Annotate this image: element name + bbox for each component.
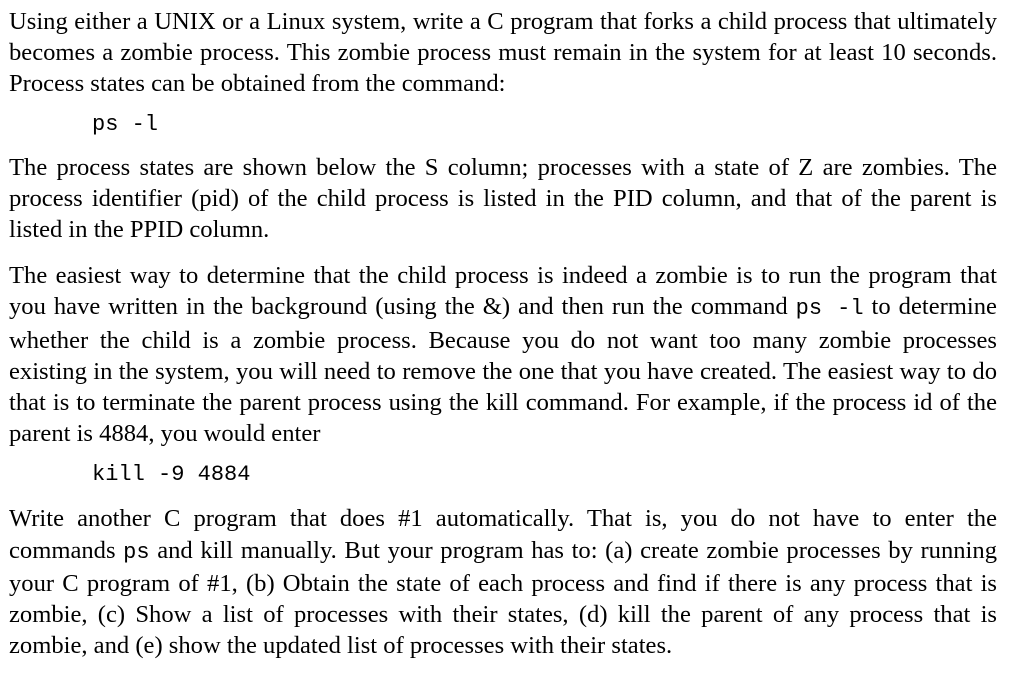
- ps-command-code: ps -l: [92, 111, 159, 137]
- process-states-paragraph: The process states are shown below the S column; processes with a state of Z are zombies. The process identifier (pid) of the child process is listed in the PID column, and that of the parent is listed in the PPID column.: [9, 153, 997, 244]
- automation-text-start: Write another C program that does #1 automatically. That is, you do not have to enter the commands: [9, 505, 997, 564]
- automation-paragraph: [9, 503, 997, 661]
- intro-paragraph: Using either a UNIX or a Linux system, write a C program that forks a child process that ultimately becomes a zombie process. This zombie process must remain in the system for at least 10 seconds. Process states can be obtained from the command:: [9, 8, 997, 98]
- kill-command-code: kill -9 4884: [92, 462, 251, 488]
- zombie-check-text-end: to determine whether the child is a zombie process. Because you do not want too many zombie processes existing in the system, you will need to remove the one that you have created. The easiest way to do that is to terminate the parent process using the kill command. For example, if the process id of the parent is 4884, you would enter: [9, 293, 997, 448]
- automation-text-end: and kill manually. But your program has to: (a) create zombie processes by running your C program of #1, (b) Obtain the state of each process and find if there is any process that is zombie, (c) Show a list of processes with their states, (d) kill the parent of any process that is zombie, and (e) show the updated list of processes with their states.: [9, 536, 997, 660]
- zombie-check-text-start: The easiest way to determine that the child process is indeed a zombie is to run the program that you have written in the background (using the &) and then run the command: [9, 262, 997, 321]
- document-page: [9, 6, 997, 661]
- zombie-check-paragraph: [9, 260, 997, 449]
- inline-ps-command: ps -l: [795, 296, 864, 322]
- inline-ps-keyword: ps: [123, 539, 150, 565]
